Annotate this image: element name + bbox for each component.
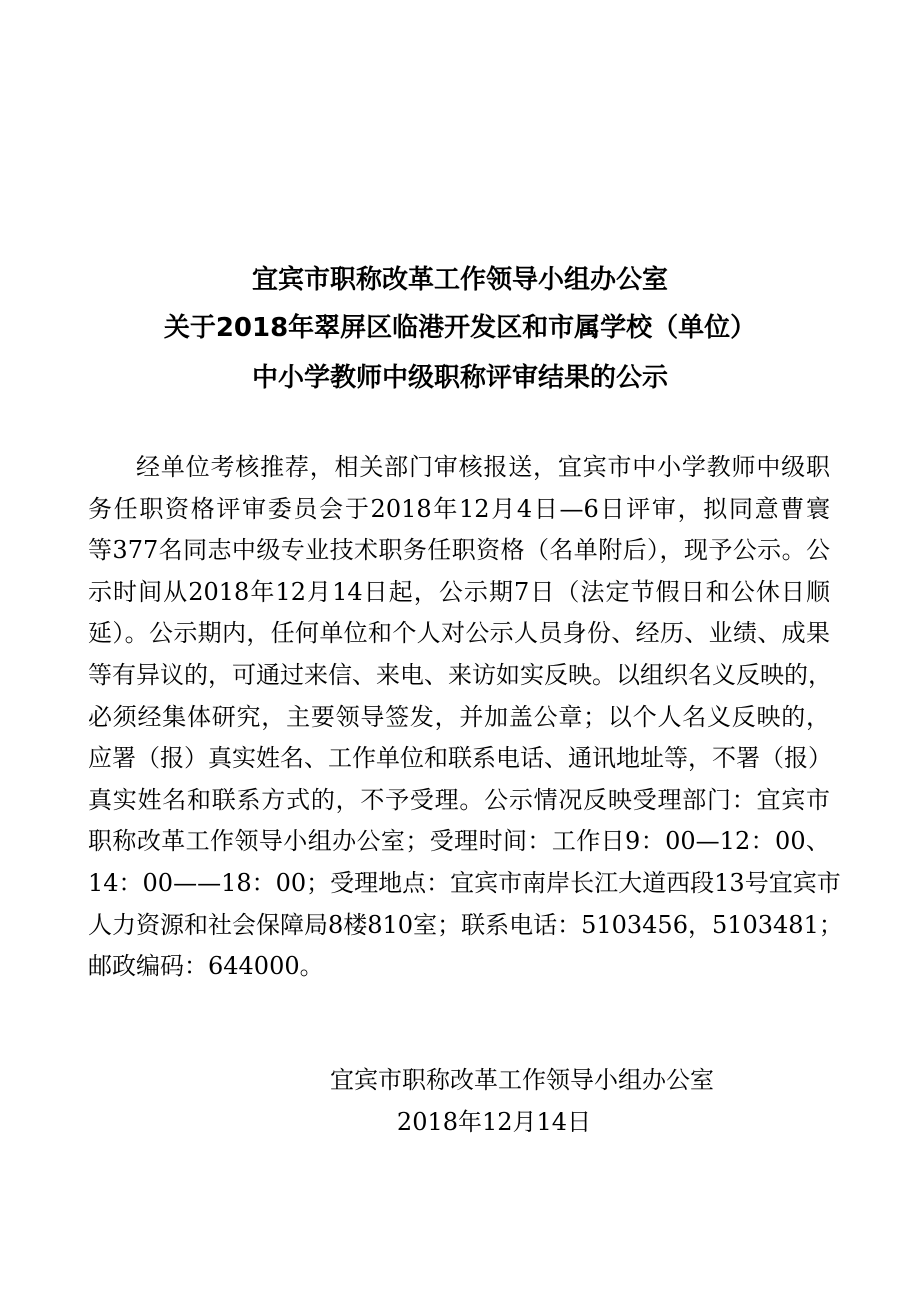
body-line: 等377名同志中级专业技术职务任职资格（名单附后），现予公示。公 <box>88 536 830 565</box>
signature-date: 2018年12月14日 <box>396 1108 592 1136</box>
body-line: 延）。公示期内，任何单位和个人对公示人员身份、经历、业绩、成果 <box>88 619 830 648</box>
body-line: 示时间从2018年12月14日起，公示期7日（法定节假日和公休日顺 <box>88 577 830 606</box>
signature-organization: 宜宾市职称改革工作领导小组办公室 <box>330 1066 714 1094</box>
body-line: 邮政编码：644000。 <box>88 952 324 981</box>
body-line: 人力资源和社会保障局8楼810室；联系电话：5103456，5103481； <box>88 910 843 939</box>
body-line: 必须经集体研究，主要领导签发，并加盖公章；以个人名义反映的， <box>88 702 830 731</box>
body-line: 真实姓名和联系方式的，不予受理。公示情况反映受理部门：宜宾市 <box>88 785 830 814</box>
body-line: 应署（报）真实姓名、工作单位和联系电话、通讯地址等，不署（报） <box>88 744 832 773</box>
body-line: 职称改革工作领导小组办公室；受理时间：工作日9：00—12：00、 <box>88 827 830 856</box>
title-line-1: 宜宾市职称改革工作领导小组办公室 <box>251 265 668 295</box>
body-line: 经单位考核推荐，相关部门审核报送，宜宾市中小学教师中级职 <box>136 453 830 481</box>
title-line-3: 中小学教师中级职称评审结果的公示 <box>251 363 668 393</box>
body-line: 务任职资格评审委员会于2018年12月4日—6日评审，拟同意曹寰 <box>88 494 830 523</box>
body-line: 14：00——18：00；受理地点：宜宾市南岸长江大道西段13号宜宾市 <box>88 869 841 897</box>
title-line-2: 关于2018年翠屏区临港开发区和市属学校（单位） <box>163 313 757 343</box>
body-line: 等有异议的，可通过来信、来电、来访如实反映。以组织名义反映的， <box>88 661 832 689</box>
